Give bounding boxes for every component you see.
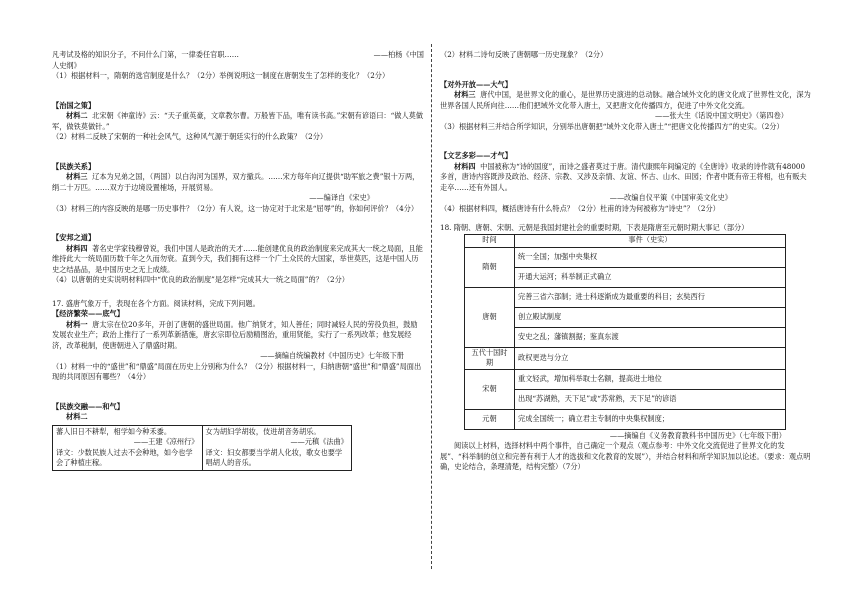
material-text: 北宋朝《神童诗》云：“天子重英豪，文章教尔曹。万般皆下品，唯有读书高。”宋朝有谚语曰：“做人莫做军，做铁莫做针。” xyxy=(52,111,424,131)
material-text: 唐代中国，是世界文化的重心，是世界历史演进的总动脉。融合域外文化的唐文化成了世界性文化，深为世界各国人民所向往……他们把域外文化带入唐土，又把唐文化传播四方，促进了中外文化交流。 xyxy=(440,90,811,110)
poem-cell-right xyxy=(202,425,352,470)
material-label: 材料二 xyxy=(66,412,88,421)
q17-material-four xyxy=(440,162,812,194)
table-source: ——摘编自《义务教育教科书中国历史》（七年级下册） xyxy=(609,430,786,440)
event-cell: 安史之乱；藩镇割据；鉴真东渡 xyxy=(515,327,786,347)
material-one-tail xyxy=(52,50,424,61)
poem-translation: 译文：少数民族人过去不会种地，如今也学会了种植庄稼。 xyxy=(56,447,193,467)
question-1: （1）根据材料一，隋朝的选官制度是什么？（2分）举例说明这一制度在唐朝发生了怎样的变化？（2分） xyxy=(52,71,390,80)
section-heading-fusion: 【民族交融——和气】 xyxy=(52,401,124,411)
table-header: 事件（史实） xyxy=(515,234,786,247)
poem-line: 女为胡妇学胡妆，伎进胡音务胡乐。 xyxy=(205,426,321,436)
material-four xyxy=(52,244,424,276)
question-4: （4）以唐朝的史实说明材料四中“优良的政治制度”是怎样“完成其大一统之局面”的？（2分） xyxy=(52,275,349,284)
period-cell: 元朝 xyxy=(465,409,515,429)
question-2: （2）材料二反映了宋朝的一种社会风气，这种风气源于朝廷实行的什么政策？（2分） xyxy=(52,132,328,141)
event-cell: 完善三省六部制；进士科逐渐成为最重要的科目；玄奘西行 xyxy=(515,287,786,307)
material-label: 材料三 xyxy=(66,172,88,181)
question-18-task: 阅读以上材料，选择材料中两个事件，自己确定一个观点（观点参考：中外文化交流促进了世界文化的发展”、“科举制的创立和完善有利于人才的选拔和文化教育的发展”），并结合材料和所学知识加以论述。（要求：观点明确，史论结合，条理清楚，结构完整）（7分） xyxy=(440,441,811,471)
column-divider xyxy=(431,44,432,569)
material-text: 辽本为兄弟之国，（两国）以白沟河为国界，双方撤兵。……宋方每年向辽提供“助军旅之费”银十万两，绢二十万匹。……双方于边境设置榷场，开展贸易。 xyxy=(52,172,420,192)
question-17-3: （3）根据材料三并结合所学知识，分别举出唐朝把“域外文化带入唐土”“把唐文化传播四方”的史实。（2分） xyxy=(440,121,784,131)
events-table xyxy=(464,234,786,430)
period-cell: 宋朝 xyxy=(465,369,515,409)
material-source: ——摘编自统编教材《中国历史》七年级下册 xyxy=(260,351,404,360)
material-source: ——张大生《话说中国文明史》（第四卷） xyxy=(655,111,788,120)
poem-cell-left xyxy=(53,425,203,470)
event-cell: 政权更迭与分立 xyxy=(515,347,786,369)
table-header: 时间 xyxy=(465,234,515,247)
question-17-title: 17. 盛唐气象万千，表现在各个方面。阅读材料，完成下列问题。 xyxy=(52,298,260,308)
table-row xyxy=(465,247,786,267)
section-heading-openness: 【对外开放——大气】 xyxy=(440,79,512,89)
q17-material-three xyxy=(440,90,812,111)
period-cell: 隋朝 xyxy=(465,247,515,287)
event-cell: 开通大运河；科举制正式确立 xyxy=(515,267,786,287)
material-text: 唐太宗在位20多年，开创了唐朝的盛世局面。他广纳贤才，知人善任；同时减轻人民的劳役负担，鼓励发展农业生产；政治上推行了一系列革新措施，唐玄宗即位后励精图治，重用贤能，实行了一系列改革；他发展经济，改革税制，使唐朝进入了鼎盛时期。 xyxy=(52,319,418,350)
event-cell: 统一全国；加强中央集权 xyxy=(515,247,786,267)
material-label: 材料四 xyxy=(66,243,88,253)
material-text: 著名史学家钱穆曾说，我们中国人是政治的天才……能创建优良的政治制度来完成其大一统之局面，且能维持此大一统局面历数千年之久而勿衰。直到今天，我们拥有这样一个广土众民的大国家，举世莫匹，这是中国人历史之结晶品，是中国历史之无上成绩。 xyxy=(52,243,423,274)
poem-source: ——元稹《法曲》 xyxy=(290,437,348,446)
question-17-2: （2）材料二诗句反映了唐朝哪一历史现象？（2分） xyxy=(440,50,608,59)
period-cell: 五代十国时期 xyxy=(465,347,515,369)
section-heading-stability: 【安邦之道】 xyxy=(52,233,96,242)
section-heading-economy: 【经济繁荣——底气】 xyxy=(52,309,124,318)
material-label: 材料四 xyxy=(454,161,476,171)
event-cell: 重文轻武，增加科举取士名额，提高进士地位 xyxy=(515,369,786,389)
right-column xyxy=(440,50,812,473)
table-row xyxy=(465,409,786,429)
poem-translation: 译文：妇女都要当学胡人化妆，歌女也要学唱胡人的音乐。 xyxy=(205,447,343,467)
event-cell: 出现“苏湖熟，天下足”或“苏常熟，天下足”的谚语 xyxy=(515,389,786,409)
material-one-source-cont: 人史纲》 xyxy=(52,60,81,70)
question-18-title: 18. 隋朝、唐朝、宋朝、元朝是我国封建社会的重要时期，下表是隋唐至元朝时期大事记（部分） xyxy=(440,223,749,232)
poem-table xyxy=(52,425,352,471)
material-source: ——编译自《宋史》 xyxy=(309,193,374,202)
q17-material-one xyxy=(52,320,424,352)
poem-source: ——王建《凉州行》 xyxy=(133,437,199,446)
material-text: 中国被称为“诗的国度”，而诗之盛者莫过于唐。清代康熙年间编定的《全唐诗》收录的诗作就有48000多首，唐诗内容既涉及政治、经济、宗教、又涉及亲情、友谊、怀古、山水、田园；作者中既有帝王将相，也有贩夫走卒……还有外国人。 xyxy=(440,161,807,192)
material-one-text: 凡考试及格的知识分子，不问什么门第，一律委任官职…… xyxy=(52,50,239,59)
section-heading-ethnic: 【民族关系】 xyxy=(52,161,96,171)
material-three xyxy=(52,172,424,193)
table-row xyxy=(465,369,786,389)
material-one-source: ——柏杨《中国 xyxy=(373,50,424,59)
material-label: 材料二 xyxy=(66,111,88,120)
event-cell: 完成全国统一；确立君主专制的中央集权制度； xyxy=(515,409,786,429)
material-source: ——改编自仪平策《中国审美文化史》 xyxy=(609,193,732,202)
material-label: 材料三 xyxy=(454,90,476,99)
period-cell: 唐朝 xyxy=(465,287,515,347)
event-cell: 创立殿试制度 xyxy=(515,307,786,327)
table-header-row xyxy=(465,234,786,247)
section-heading-governance: 【治国之策】 xyxy=(52,100,96,110)
question-3: （3）材料三的内容反映的是哪一历史事件？（2分）有人说，这一协定对于北宋是“屈辱”的，你如何评价？（4分） xyxy=(52,203,419,213)
question-17-1: （1）材料一中的“盛世”和“鼎盛”局面在历史上分别称为什么？（2分）根据材料一，归纳唐朝“盛世”和“鼎盛”局面出现的共同原因有哪些？（4分） xyxy=(52,361,422,381)
table-row xyxy=(465,287,786,307)
material-two xyxy=(52,111,424,132)
question-17-4: （4）根据材料四，概括唐诗有什么特点？（2分）杜甫的诗为何被称为“诗史”？（2分） xyxy=(440,203,720,213)
table-row xyxy=(465,347,786,369)
section-heading-literature: 【文艺多彩——才气】 xyxy=(440,151,512,160)
material-label: 材料一 xyxy=(66,319,88,329)
poem-line: 蕃人旧日不耕犁，相学如今种禾黍。 xyxy=(56,426,172,436)
left-column xyxy=(52,50,424,471)
